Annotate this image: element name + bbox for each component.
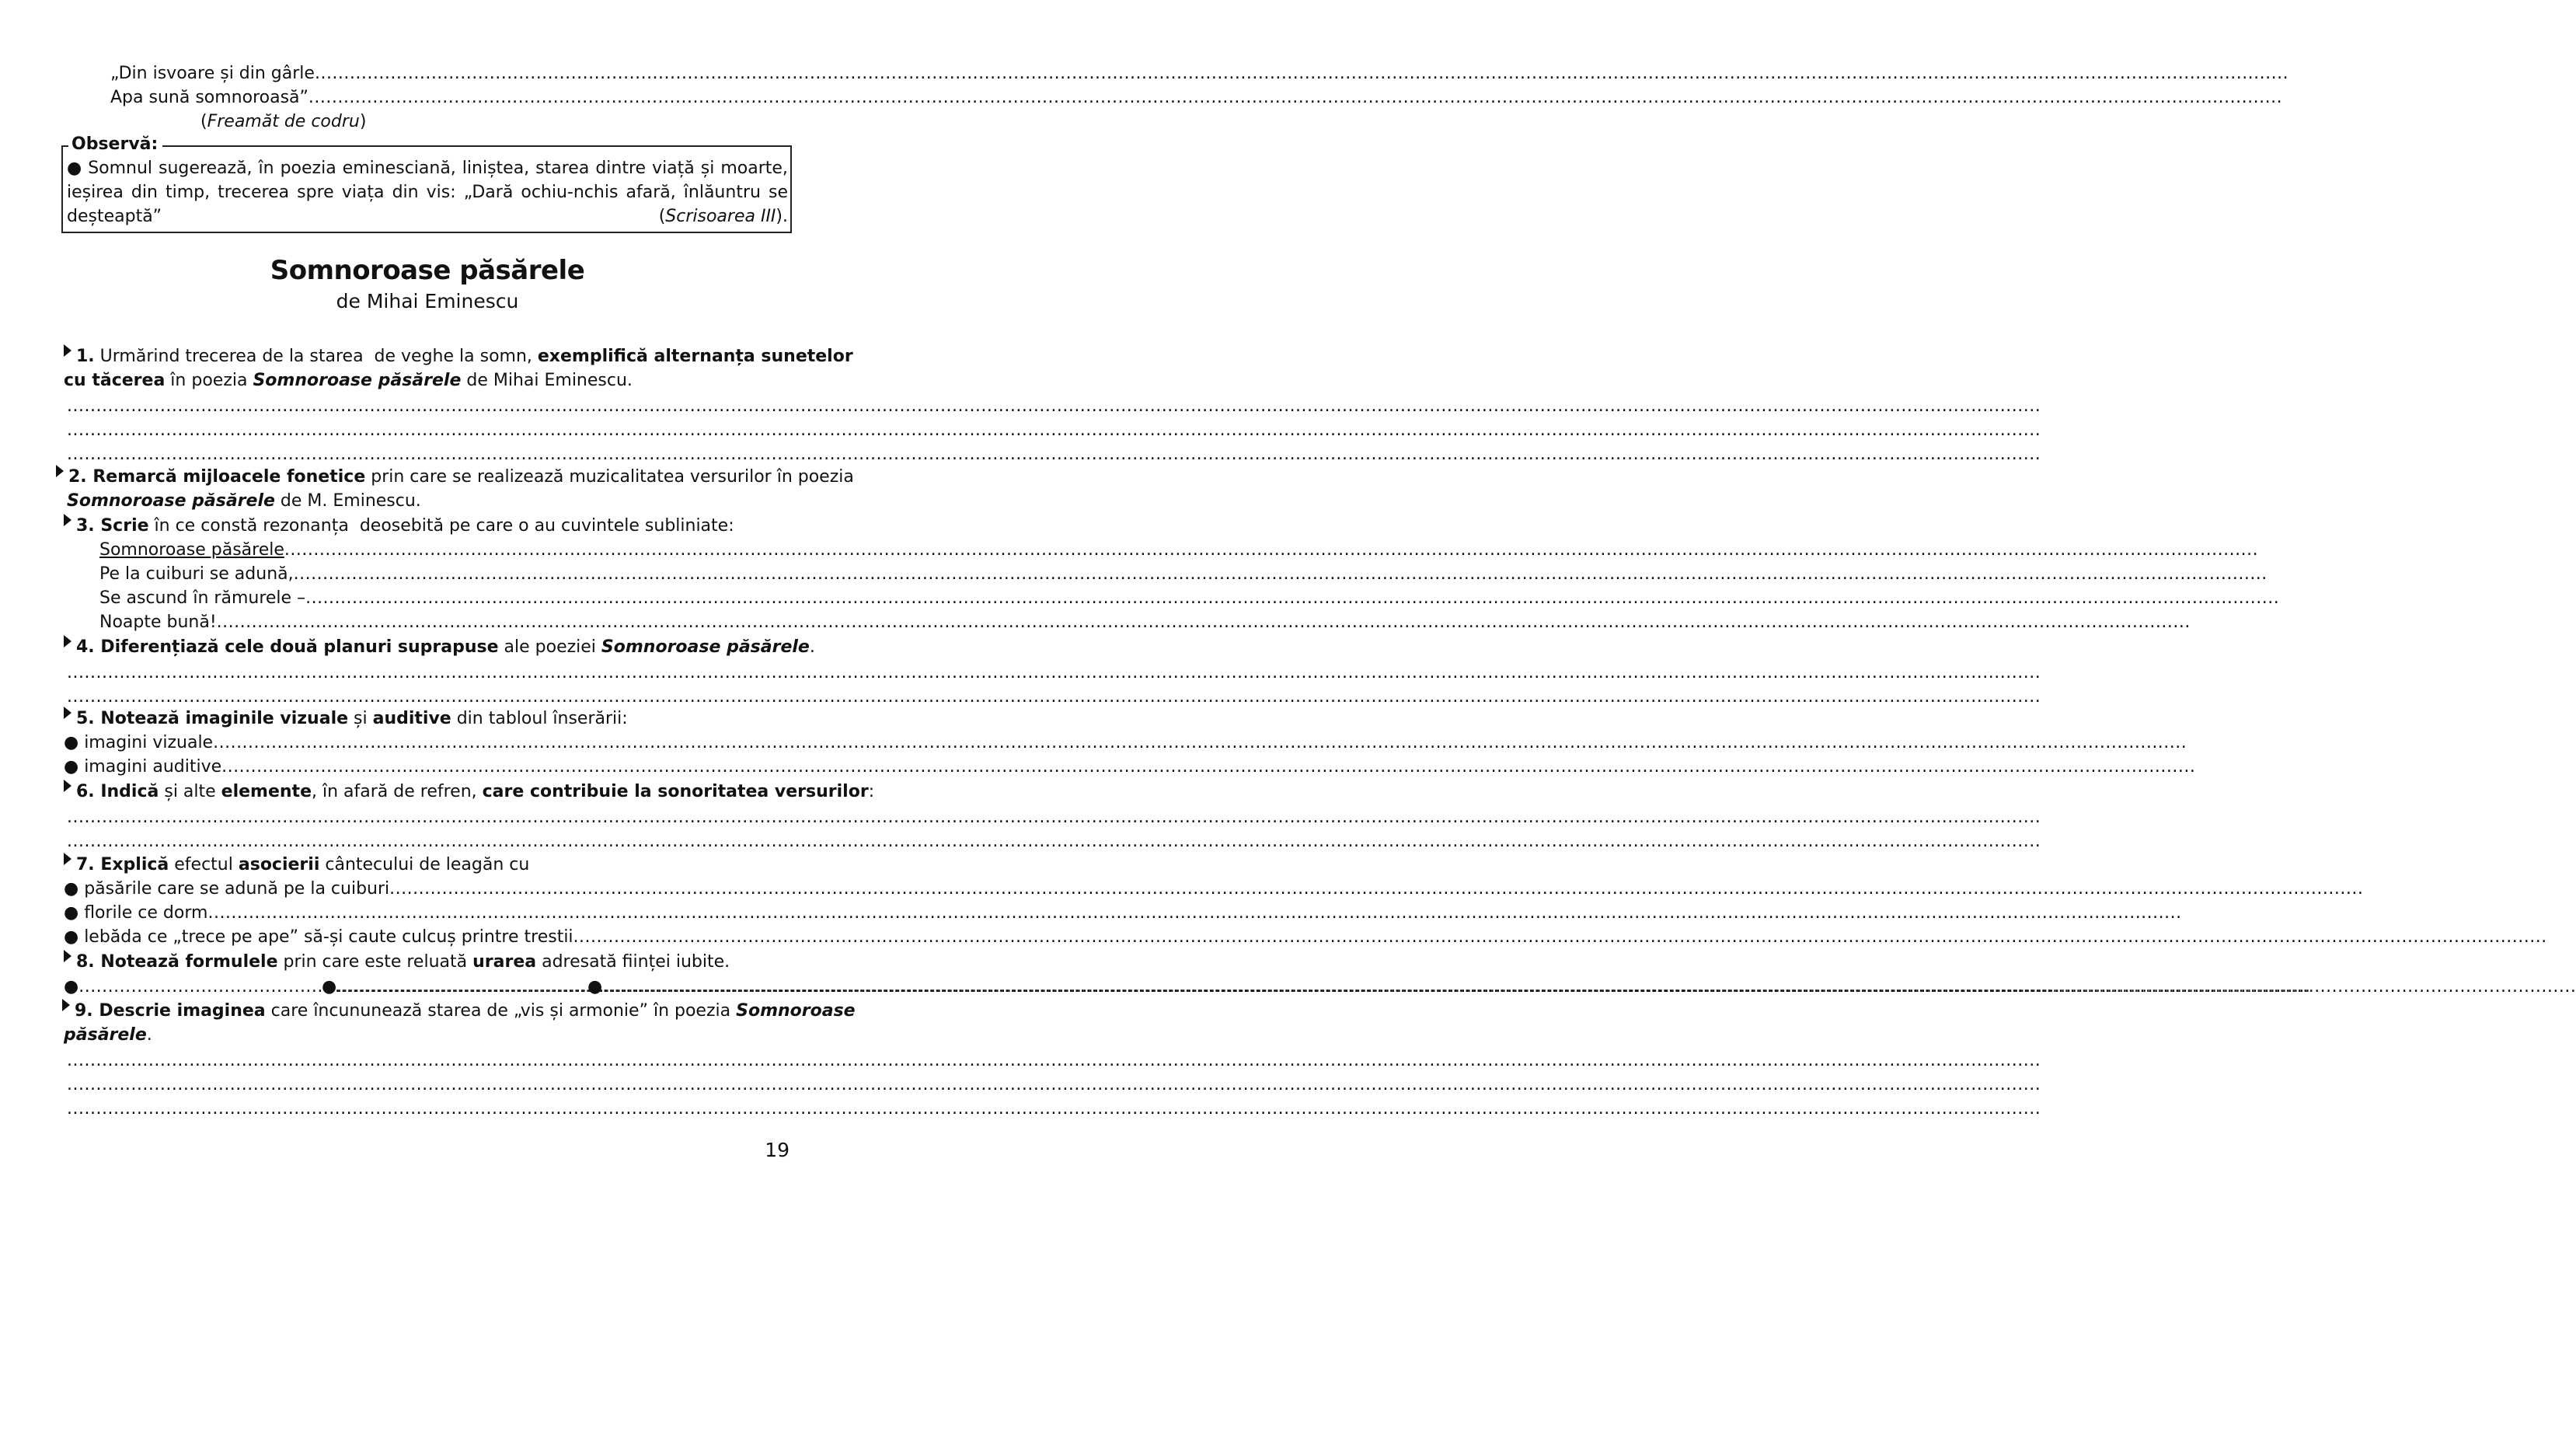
verse-text: „Din isvoare și din gârle (110, 64, 315, 83)
poem-author: de Mihai Eminescu (336, 290, 519, 312)
answer-dots[interactable] (308, 86, 2282, 110)
formula-answer: ● ..... (587, 975, 790, 1000)
poem-title: Somnoroase păsărele (270, 255, 585, 286)
verse-text: Apa sună somnoroasă” (110, 88, 308, 107)
question-1: 1. Urmărind trecerea de la starea de veghe la somn, exemplifică alternanța sunetelor (64, 344, 853, 369)
answer-line[interactable] (67, 442, 790, 467)
arrow-right-icon (64, 853, 71, 865)
page-number: 19 (765, 1139, 790, 1161)
arrow-right-icon (64, 707, 71, 719)
observation-line-3: deșteaptă” (Scrisoarea III). (67, 204, 788, 229)
answer-dots[interactable] (602, 975, 2576, 1000)
verse-answer-line: Se ascund în rămurele – ..... (99, 586, 790, 611)
question-7: 7. Explică efectul asocierii cântecului de leagăn cu (64, 853, 529, 878)
answer-line[interactable] (67, 661, 790, 686)
answer-dots[interactable] (217, 610, 2191, 635)
source-title: Freamăt de codru (207, 112, 360, 131)
question-1-cont: cu tăcerea în poezia Somnoroase păsărele de Mihai Eminescu. (64, 371, 633, 390)
formula-answer: ● ..... (322, 975, 538, 1000)
answer-line[interactable] (67, 394, 790, 419)
question-2: 2. Remarcă mijloacele fonetice prin care se realizează muzicalitatea versurilor în poezia (56, 465, 854, 490)
bullet: ● (67, 159, 82, 178)
answer-line[interactable] (67, 418, 790, 443)
answer-dots[interactable] (389, 877, 2363, 902)
question-number: 1. (76, 347, 95, 366)
answer-dots[interactable] (305, 586, 2279, 611)
verse-answer-line: Pe la cuiburi se adună, ..... (99, 562, 790, 587)
bullet-answer-line: ● imagini auditive ..... (64, 755, 790, 780)
answer-line[interactable] (67, 1097, 790, 1122)
answer-dots[interactable] (207, 901, 2181, 926)
answer-dots[interactable] (284, 538, 2258, 563)
verse-answer-line: Noapte bună! ..... (99, 610, 790, 635)
observation-line-1: ● Somnul sugerează, în poezia eminesciană, liniștea, starea dintre viață și moarte, (67, 156, 788, 181)
bullet-answer-line: ● păsările care se adună pe la cuiburi ..... (64, 877, 790, 902)
arrow-right-icon (64, 635, 71, 647)
answer-dots[interactable] (315, 61, 2288, 86)
formula-answer: ● ..... (64, 975, 261, 1000)
arrow-right-icon (64, 950, 71, 962)
question-6: 6. Indică și alte elemente , în afară de refren, care contribuie la sonoritatea versurilor : (64, 780, 874, 805)
question-5: 5. Notează imaginile vizuale și auditive din tabloul înserării: (64, 707, 628, 731)
answer-dots[interactable] (221, 755, 2195, 780)
answer-dots[interactable] (294, 562, 2268, 587)
verse-source: ( Freamăt de codru ) (200, 110, 366, 134)
arrow-right-icon (62, 999, 70, 1011)
observation-line-2: ieșirea din timp, trecerea spre viața din vis: „Dară ochiu-nchis afară, înlăuntru se (67, 183, 788, 202)
answer-dots[interactable] (573, 925, 2547, 950)
verse-line (110, 86, 790, 110)
question-8: 8. Notează formulele prin care este reluată urarea adresată ființei iubite. (64, 950, 730, 975)
bullet-answer-line: ● lebăda ce „trece pe ape” să-și caute culcuș printre trestii ..... (64, 925, 790, 950)
answer-line[interactable] (67, 829, 790, 854)
bullet-answer-line: ● imagini vizuale ..... (64, 731, 790, 756)
verse-answer-line: Somnoroase păsărele ..... (99, 538, 790, 563)
observation-title: Observă: (68, 134, 162, 155)
question-3: 3. Scrie în ce constă rezonanța deosebită pe care o au cuvintele subliniate: (64, 514, 734, 539)
question-9-cont: păsărele . (64, 1025, 152, 1045)
answer-line[interactable] (67, 1073, 790, 1098)
observation-source: (Scrisoarea III). (658, 207, 788, 226)
verse-line (110, 61, 790, 86)
bullet-answer-line: ● florile ce dorm ..... (64, 901, 790, 926)
answer-dots[interactable] (213, 731, 2187, 756)
arrow-right-icon (64, 514, 71, 526)
question-9: 9. Descrie imaginea care încununează starea de „vis și armonie” în poezia Somnoroase (62, 999, 793, 1024)
question-4: 4. Diferențiază cele două planuri suprapuse ale poeziei Somnoroase păsărele . (64, 635, 815, 660)
arrow-right-icon (64, 344, 71, 357)
answer-line[interactable] (67, 805, 790, 830)
arrow-right-icon (64, 780, 71, 792)
arrow-right-icon (56, 465, 64, 477)
answer-line[interactable] (67, 1049, 790, 1073)
workbook-page (0, 0, 875, 1207)
question-2-cont: Somnoroase păsărele de M. Eminescu. (67, 491, 421, 511)
